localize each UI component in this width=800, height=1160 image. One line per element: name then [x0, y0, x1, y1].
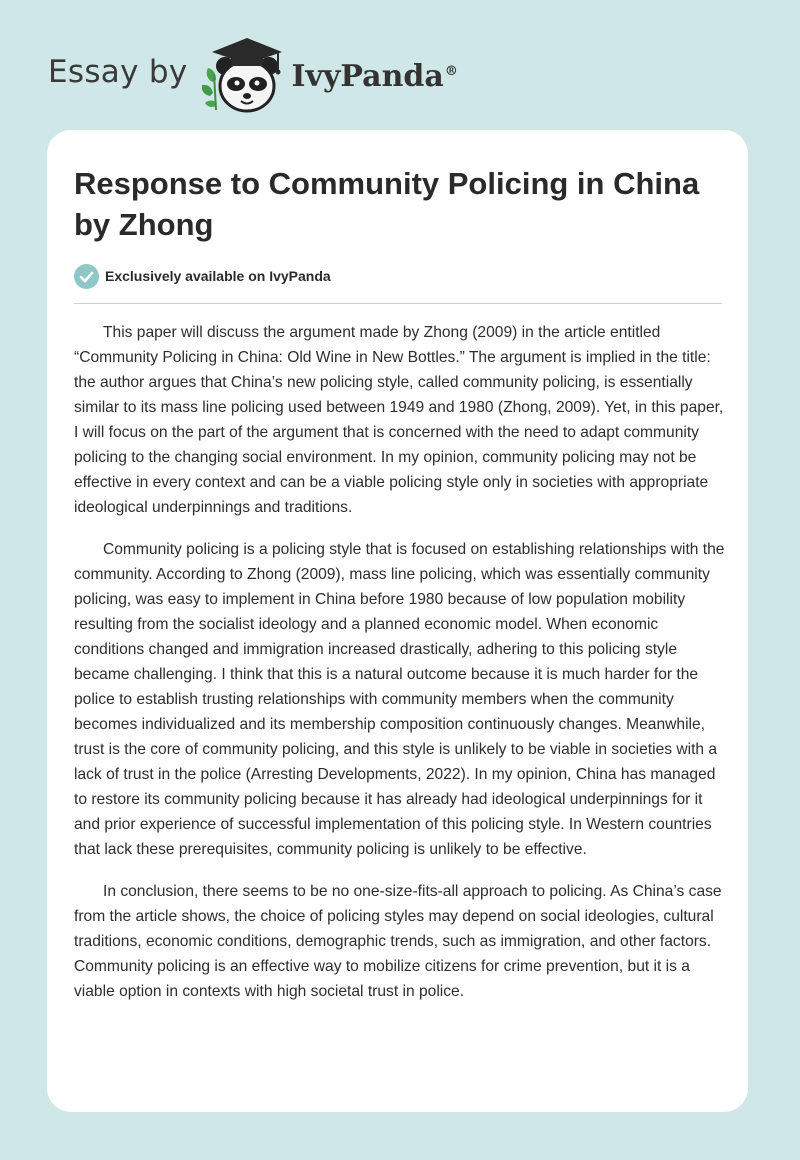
essay-card: [47, 130, 748, 1112]
panda-graduate-icon[interactable]: [198, 30, 288, 114]
page-title: Response to Community Policing in China by Zhong: [74, 166, 700, 242]
paragraph: Community policing is a policing style that is focused on establishing relationships with the community. According to Zhong (2009), mass line policing, which was essentially community policing, was easy to implement in China before 1980 because of low population mobility resulting from the socialist ideology and a planned economic model. When economic conditions changed and immigration increased drastically, adhering to this policing style became challenging. I think that this is a natural outcome because it is much harder for the police to establish trusting relationships with community members when the community becomes individualized and its membership composition continuously changes. Meanwhile, trust is the core of community policing, and this style is unlikely to be viable in societies with a lack of trust in the police (Arresting Developments, 2022). In my opinion, China has managed to restore its community policing because it has already had ideological underpinnings for it and prior experience of successful implementation of this policing style. In Western countries that lack these prerequisites, community policing is unlikely to be effective.: [74, 541, 725, 858]
essay-body: [74, 320, 726, 1021]
registered-mark: ®: [444, 63, 458, 79]
check-circle-icon: [74, 264, 99, 289]
paragraph: This paper will discuss the argument made by Zhong (2009) in the article entitled “Community Policing in China: Old Wine in New Bottles.” The argument is implied in the title: the author argues that China’s new policing style, called community policing, is essentially similar to its mass line policing used between 1949 and 1980 (Zhong, 2009). Yet, in this paper, I will focus on the part of the argument that is concerned with the need to adapt community policing to the changing social environment. In my opinion, community policing may not be effective in every context and can be a viable policing style only in societies with appropriate ideological underpinnings and traditions.: [74, 324, 724, 516]
exclusive-badge-label: Exclusively available on IvyPanda: [105, 268, 331, 284]
paragraph: In conclusion, there seems to be no one-size-fits-all approach to policing. As China’s case from the article shows, the choice of policing styles may depend on social ideologies, cultural traditions, economic conditions, demographic trends, such as immigration, and other factors. Community policing is an effective way to mobilize citizens for crime prevention, but it is a viable option in contexts with high societal trust in police.: [74, 883, 722, 1000]
exclusive-badge: [74, 263, 331, 289]
essay-by-label: Essay by: [48, 54, 188, 90]
brand-name[interactable]: IvyPanda®: [291, 58, 458, 94]
site-header: [48, 30, 568, 114]
divider: [74, 303, 722, 304]
